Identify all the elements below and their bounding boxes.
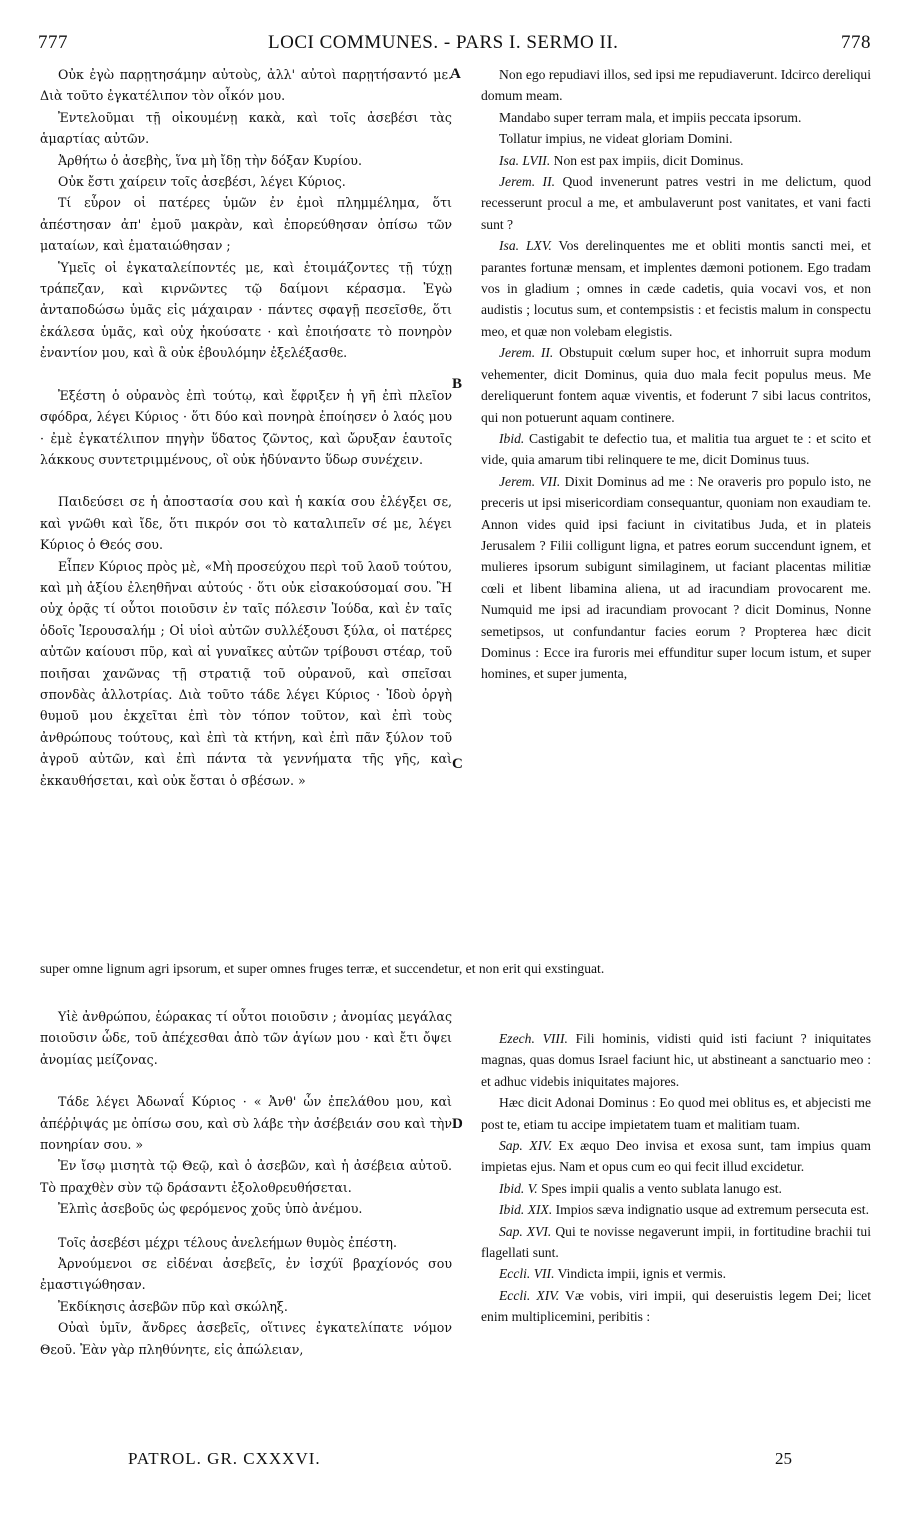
latin-paragraph: [481, 235, 871, 342]
left-page-number: 777: [38, 32, 68, 53]
latin-paragraph: [481, 64, 871, 107]
latin-text: Mandabo super terram mala, et impiis peccata ipsorum.: [499, 109, 802, 125]
scripture-reference: Eccli. XIV.: [499, 1287, 560, 1303]
latin-paragraph: [481, 1199, 871, 1220]
latin-text: Hæc dicit Adonai Dominus : Eo quod mei oblitus es, et abjecisti me post te, etiam tu accipe impietatem tuam et malitiam tuam.: [481, 1095, 871, 1132]
latin-text: Impios sæva indignatio usque ad extremum persecuta est.: [555, 1202, 869, 1218]
latin-paragraph: [481, 150, 871, 171]
latin-text: Væ vobis, viri impii, qui deseruistis legem Dei; licet enim multiplicemini, peribitis :: [481, 1287, 871, 1325]
latin-text: Non est pax impiis, dicit Dominus.: [553, 152, 744, 168]
right-page-number: 778: [841, 32, 871, 53]
scripture-reference: Jerem. VII.: [499, 473, 561, 489]
margin-letter-a: A: [450, 66, 461, 82]
latin-text: Qui te novisse negaverunt impii, in fortitudine brachii tui flagellati sunt.: [481, 1223, 871, 1261]
greek-paragraph: Ἀρνούμενοι σε εἰδέναι ἀσεβεῖς, ἐν ἰσχύϊ βραχίονός σου ἐμαστιγώθησαν.: [40, 1256, 452, 1293]
greek-paragraph: Ἐξέστη ὁ οὐρανὸς ἐπὶ τούτῳ, καὶ ἔφριξεν ἡ γῆ ἐπὶ πλεῖον σφόδρα, λέγει Κύριος · ὅτι δύο καὶ πονηρὰ ἐποίησεν ὁ λαός μου · ἐμὲ ἐγκατέλιπον πηγὴν ὕδατος ζῶντος, καὶ ὤρυξαν ἑαυτοῖς λάκκους συντετριμμένους, οἳ οὐκ ἠδύναντο ὕδωρ συνέχειν.: [40, 387, 452, 467]
scripture-reference: Eccli. VII.: [499, 1266, 555, 1282]
greek-paragraph: Οὐαὶ ὑμῖν, ἄνδρες ἀσεβεῖς, οἵτινες ἐγκατελίπατε νόμον Θεοῦ. Ἐὰν γὰρ πληθύνητε, εἰς ἀπώλειαν,: [40, 1320, 452, 1357]
latin-paragraph: [481, 1178, 871, 1199]
scripture-reference: Ibid. V.: [499, 1180, 538, 1196]
scripture-reference: Sap. XVI.: [499, 1223, 552, 1239]
latin-text: Obstupuit cœlum super hoc, et inhorruit supra modum vehementer, dicit Dominus, quia duo mala fecit populus meus. Me dereliquerunt fontem aquæ viventis, et foderunt 7 sibi lacus contritos, qui non potuerunt aquam continere.: [481, 345, 872, 425]
greek-column-bottom: [40, 1006, 452, 1360]
latin-paragraph: [481, 342, 871, 428]
page-header: [30, 32, 879, 60]
latin-text: Vindicta impii, ignis et vermis.: [557, 1266, 726, 1282]
latin-text: Castigabit te defectio tua, et malitia tua arguet te : et scito et vide, quia amarum tibi relinquere te me, dicit Dominus tuus.: [481, 430, 871, 468]
latin-paragraph: [481, 1285, 871, 1328]
scripture-reference: Jerem. II.: [499, 174, 556, 190]
latin-paragraph: [481, 471, 871, 685]
greek-paragraph: Παιδεύσει σε ἡ ἀποστασία σου καὶ ἡ κακία σου ἐλέγξει σε, καὶ γνῶθι καὶ ἴδε, ὅτι πικρόν σοι τὸ καταλιπεῖν σέ με, λέγει Κύριος ὁ Θεός σου.: [40, 494, 452, 553]
greek-paragraph: Ὑμεῖς οἱ ἐγκαταλείποντές με, καὶ ἑτοιμάζοντες τῇ τύχῃ τράπεζαν, καὶ κιρνῶντες τῷ δαίμονι κέρασμα. Ἐγὼ ἀνταποδώσω ὑμᾶς εἰς μάχαιραν · πάντες σφαγῇ πεσεῖσθε, ὅτι ἐκάλεσα ὑμᾶς, καὶ οὐχ ἠκούσατε · καὶ ἐποιήσατε τὸ πονηρὸν ἐναντίον μου, καὶ ἃ οὐκ ἐβουλόμην ἐξελέξασθε.: [40, 259, 452, 361]
greek-paragraph: Ἐλπὶς ἀσεβοῦς ὡς φερόμενος χοῦς ὑπὸ ἀνέμου.: [58, 1201, 363, 1217]
greek-paragraph: Ἀρθήτω ὁ ἀσεβὴς, ἵνα μὴ ἴδῃ τὴν δόξαν Κυρίου.: [58, 152, 362, 168]
margin-letter-b: B: [452, 376, 463, 392]
latin-column-top: [481, 64, 871, 685]
spanning-latin-line: super omne lignum agri ipsorum, et super omnes fruges terræ, et succendetur, et non erit qui exstinguat.: [40, 961, 605, 976]
latin-paragraph: [481, 1263, 871, 1284]
latin-paragraph: [481, 107, 871, 128]
latin-paragraph: [481, 1028, 871, 1092]
latin-column-bottom: [481, 1028, 871, 1328]
greek-paragraph: Τί εὗρον οἱ πατέρες ὑμῶν ἐν ἐμοὶ πλημμέλημα, ὅτι ἀπέστησαν ἀπ' ἐμοῦ μακρὰν, καὶ ἐπορεύθησαν ὀπίσω τῶν ματαίων, καὶ ἐματαιώθησαν ;: [40, 195, 452, 254]
latin-text: Quod invenerunt patres vestri in me delictum, quod recesserunt procul a me, et ambulaverunt post vanitates, et vani facti sunt ?: [481, 174, 872, 232]
scripture-reference: Ibid.: [499, 430, 525, 446]
greek-column-top: [40, 64, 452, 791]
greek-paragraph: Ἐκδίκησις ἀσεβῶν πῦρ καὶ σκώληξ.: [58, 1298, 288, 1314]
margin-letter-c: C: [452, 756, 463, 772]
footer-signature: PATROL. GR. CXXXVI.: [128, 1449, 321, 1468]
margin-letter-d: D: [452, 1116, 463, 1132]
latin-text: Vos derelinquentes me et obliti montis sancti mei, et parantes fortunæ mensam, et implentes dæmoni potionem. Ego tradam vos in gladium ; omnes in cæde cadetis, quia vocavi vos, et non audistis ; locutus sum, et contempsistis : et fecistis malum in conspectu meo, et quæ non volebam elegistis.: [481, 238, 871, 339]
latin-text: Ex æquo Deo invisa et exosa sunt, tam impius quam impietas ejus. Nam et opus cum eo qui fecit illud excidetur.: [481, 1138, 871, 1175]
greek-paragraph: Οὐκ ἐγὼ παρῃτησάμην αὐτοὺς, ἀλλ' αὐτοὶ παρῃτήσαντό με. Διὰ τοῦτο ἐγκατέλιπον τὸν οἶκόν μου.: [40, 67, 452, 104]
latin-text: Dixit Dominus ad me : Ne oraveris pro populo isto, ne preceris ut ipsi misericordiam consequantur, quoniam non exaudiam te. Annon vides quid ipsi faciunt in civitatibus Juda, et in plateis Jerusalem ? Filii colligunt ligna, et patres eorum succendunt ignem, et mulieres ipsorum subigunt similaginem, ut faciant placentas militiæ cœli et libent libamina aliena, ut ad iracundiam provocarent me. Numquid me ipsi ad iracundiam provocant ? dicit Dominus, Nonne semetipsos, ut confundantur facies eorum ? Propterea hæc dicit Dominus : Ecce ira furoris mei effunditur super locum istum, et super homines, et super jumenta,: [481, 473, 872, 682]
latin-paragraph: [481, 1135, 871, 1178]
latin-paragraph: [481, 1221, 871, 1264]
scripture-reference: Isa. LVII.: [499, 152, 551, 168]
greek-paragraph: Οὐκ ἔστι χαίρειν τοῖς ἀσεβέσι, λέγει Κύριος.: [58, 174, 346, 190]
greek-paragraph: Ἐντελοῦμαι τῇ οἰκουμένῃ κακὰ, καὶ τοῖς ἀσεβέσι τὰς ἁμαρτίας αὐτῶν.: [40, 109, 452, 147]
scripture-reference: Ezech. VIII.: [499, 1031, 568, 1046]
latin-text: Tollatur impius, ne videat gloriam Domini.: [499, 131, 733, 147]
latin-text: Fili hominis, vidisti quid isti faciunt ? iniquitates magnas, quas domus Israel faciunt hic, ut abstineant a sanctuario meo : et adhuc videbis iniquitates majores.: [481, 1031, 871, 1089]
greek-paragraph: Ἐν ἴσῳ μισητὰ τῷ Θεῷ, καὶ ὁ ἀσεβῶν, καὶ ἡ ἀσέβεια αὐτοῦ. Τὸ πραχθὲν σὺν τῷ δράσαντι ἐξολοθρευθήσεται.: [40, 1158, 452, 1195]
greek-paragraph: Τάδε λέγει Ἀδωναΐ Κύριος · « Ἀνθ' ὧν ἐπελάθου μου, καὶ ἀπέῤῥιψάς με ὀπίσω σου, καὶ σὺ λάβε τὴν ἀσέβειάν σου καὶ τὴν πονηρίαν σου. »: [40, 1094, 452, 1153]
latin-text: Spes impii qualis a vento sublata lanugo est.: [541, 1180, 782, 1196]
running-title: LOCI COMMUNES. - PARS I. SERMO II.: [268, 32, 619, 53]
scripture-reference: Ibid. XIX.: [499, 1202, 553, 1218]
greek-paragraph: Εἶπεν Κύριος πρὸς μὲ, «Μὴ προσεύχου περὶ τοῦ λαοῦ τούτου, καὶ μὴ ἀξίου ἐλεηθῆναι αὐτούς · ὅτι οὐκ εἰσακούσομαί σου. Ἢ οὐχ ὁρᾷς τί οὗτοι ποιοῦσιν ἐν ταῖς πόλεσιν Ἰούδα, καὶ ἐν ταῖς ὁδοῖς Ἱερουσαλήμ ; Οἱ υἱοὶ αὐτῶν συλλέξουσι ξύλα, οἱ πατέρες αὐτῶν καίουσι πῦρ, καὶ αἱ γυναῖκες αὐτῶν τρίβουσι στέαρ, τοῦ ποιῆσαι χανῶνας τῇ στρατιᾷ τοῦ οὐρανοῦ, καὶ σπεῖσαι σπονδὰς ἀλλοτρίας. Διὰ τοῦτο τάδε λέγει Κύριος · Ἰδοὺ ὀργὴ θυμοῦ μου ἐκχεῖται ἐπὶ τὸν τόπον τοῦτον, καὶ ἐπὶ τοὺς ἀνθρώπους τούτους, καὶ ἐπὶ τὰ κτήνη, καὶ ἐπὶ πᾶν ξύλον τοῦ ἀγροῦ αὐτῶν, καὶ ἐπὶ πάντα τὰ γεννήματα τῆς γῆς, καὶ ἐκκαυθήσεται, καὶ οὐκ ἔσται ὁ σβέσων. »: [40, 558, 452, 788]
latin-paragraph: [481, 128, 871, 149]
greek-paragraph: Υἱὲ ἀνθρώπου, ἑώρακας τί οὗτοι ποιοῦσιν ; ἀνομίας μεγάλας ποιοῦσιν ὧδε, τοῦ ἀπέχεσθαι ἀπὸ τῶν ἁγίων μου · καὶ ἔτι ὄψει ἀνομίας μείζονας.: [40, 1009, 452, 1067]
latin-text: Non ego repudiavi illos, sed ipsi me repudiaverunt. Idcirco dereliqui domum meam.: [481, 67, 871, 104]
latin-paragraph: [481, 171, 871, 235]
scripture-reference: Sap. XIV.: [499, 1138, 553, 1154]
latin-paragraph: [481, 428, 871, 471]
scripture-reference: Isa. LXV.: [499, 238, 552, 254]
latin-paragraph: [481, 1092, 871, 1135]
footer-sheet-number: 25: [775, 1449, 792, 1468]
greek-paragraph: Τοῖς ἀσεβέσι μέχρι τέλους ἀνελεήμων θυμὸς ἐπέστη.: [58, 1234, 397, 1250]
scripture-reference: Jerem. II.: [499, 345, 554, 361]
